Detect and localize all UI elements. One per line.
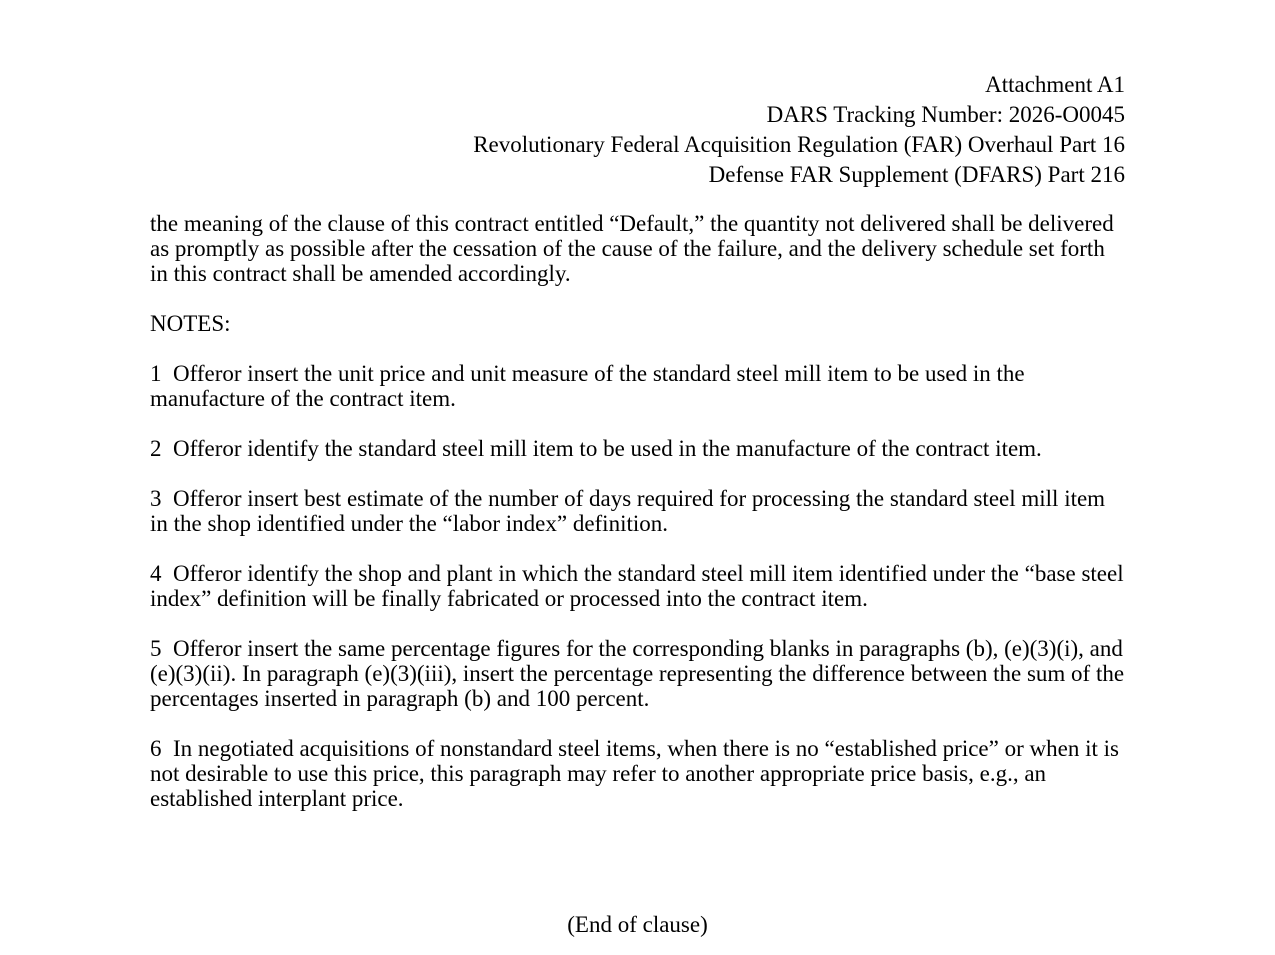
note-item [150, 486, 1125, 536]
note-number: 3 [150, 486, 162, 511]
note-text: Offeror insert best estimate of the number of days required for processing the standard steel mill item in the shop identified under the “labor index” definition. [150, 486, 1106, 536]
dfars-part-title: Defense FAR Supplement (DFARS) Part 216 [708, 162, 1125, 187]
note-text: Offeror identify the shop and plant in which the standard steel mill item identified under the “base steel index” definition will be finally fabricated or processed into the contract item. [150, 561, 1124, 611]
note-number: 5 [150, 636, 162, 661]
document-body [150, 211, 1125, 836]
document-header [125, 70, 1125, 190]
note-text: In negotiated acquisitions of nonstandard steel items, when there is no “established price” or when it is not desirable to use this price, this paragraph may refer to another appropriate price basis, e.g., an established interplant price. [150, 736, 1119, 811]
note-number: 4 [150, 561, 162, 586]
attachment-label: Attachment A1 [985, 72, 1125, 97]
far-part-title: Revolutionary Federal Acquisition Regulation (FAR) Overhaul Part 16 [473, 132, 1125, 157]
intro-paragraph: the meaning of the clause of this contract entitled “Default,” the quantity not delivered shall be delivered as promptly as possible after the cessation of the cause of the failure, and the delivery schedule set forth in this contract shall be amended accordingly. [150, 211, 1114, 286]
note-item [150, 361, 1125, 411]
note-text: Offeror insert the same percentage figures for the corresponding blanks in paragraphs (b), (e)(3)(i), and (e)(3)(ii). In paragraph (e)(3)(iii), insert the percentage representing the difference between the sum of the percentages inserted in paragraph (b) and 100 percent. [150, 636, 1125, 711]
end-of-clause: (End of clause) [567, 912, 708, 937]
note-text: Offeror insert the unit price and unit measure of the standard steel mill item to be used in the manufacture of the contract item. [150, 361, 1025, 411]
note-number: 2 [150, 436, 162, 461]
note-number: 1 [150, 361, 162, 386]
note-item [150, 636, 1125, 711]
note-text: Offeror identify the standard steel mill item to be used in the manufacture of the contract item. [173, 436, 1042, 461]
notes-heading: NOTES: [150, 311, 231, 336]
note-item [150, 436, 1125, 461]
note-item [150, 561, 1125, 611]
tracking-number: DARS Tracking Number: 2026-O0045 [766, 102, 1125, 127]
note-item [150, 736, 1125, 811]
note-number: 6 [150, 736, 162, 761]
